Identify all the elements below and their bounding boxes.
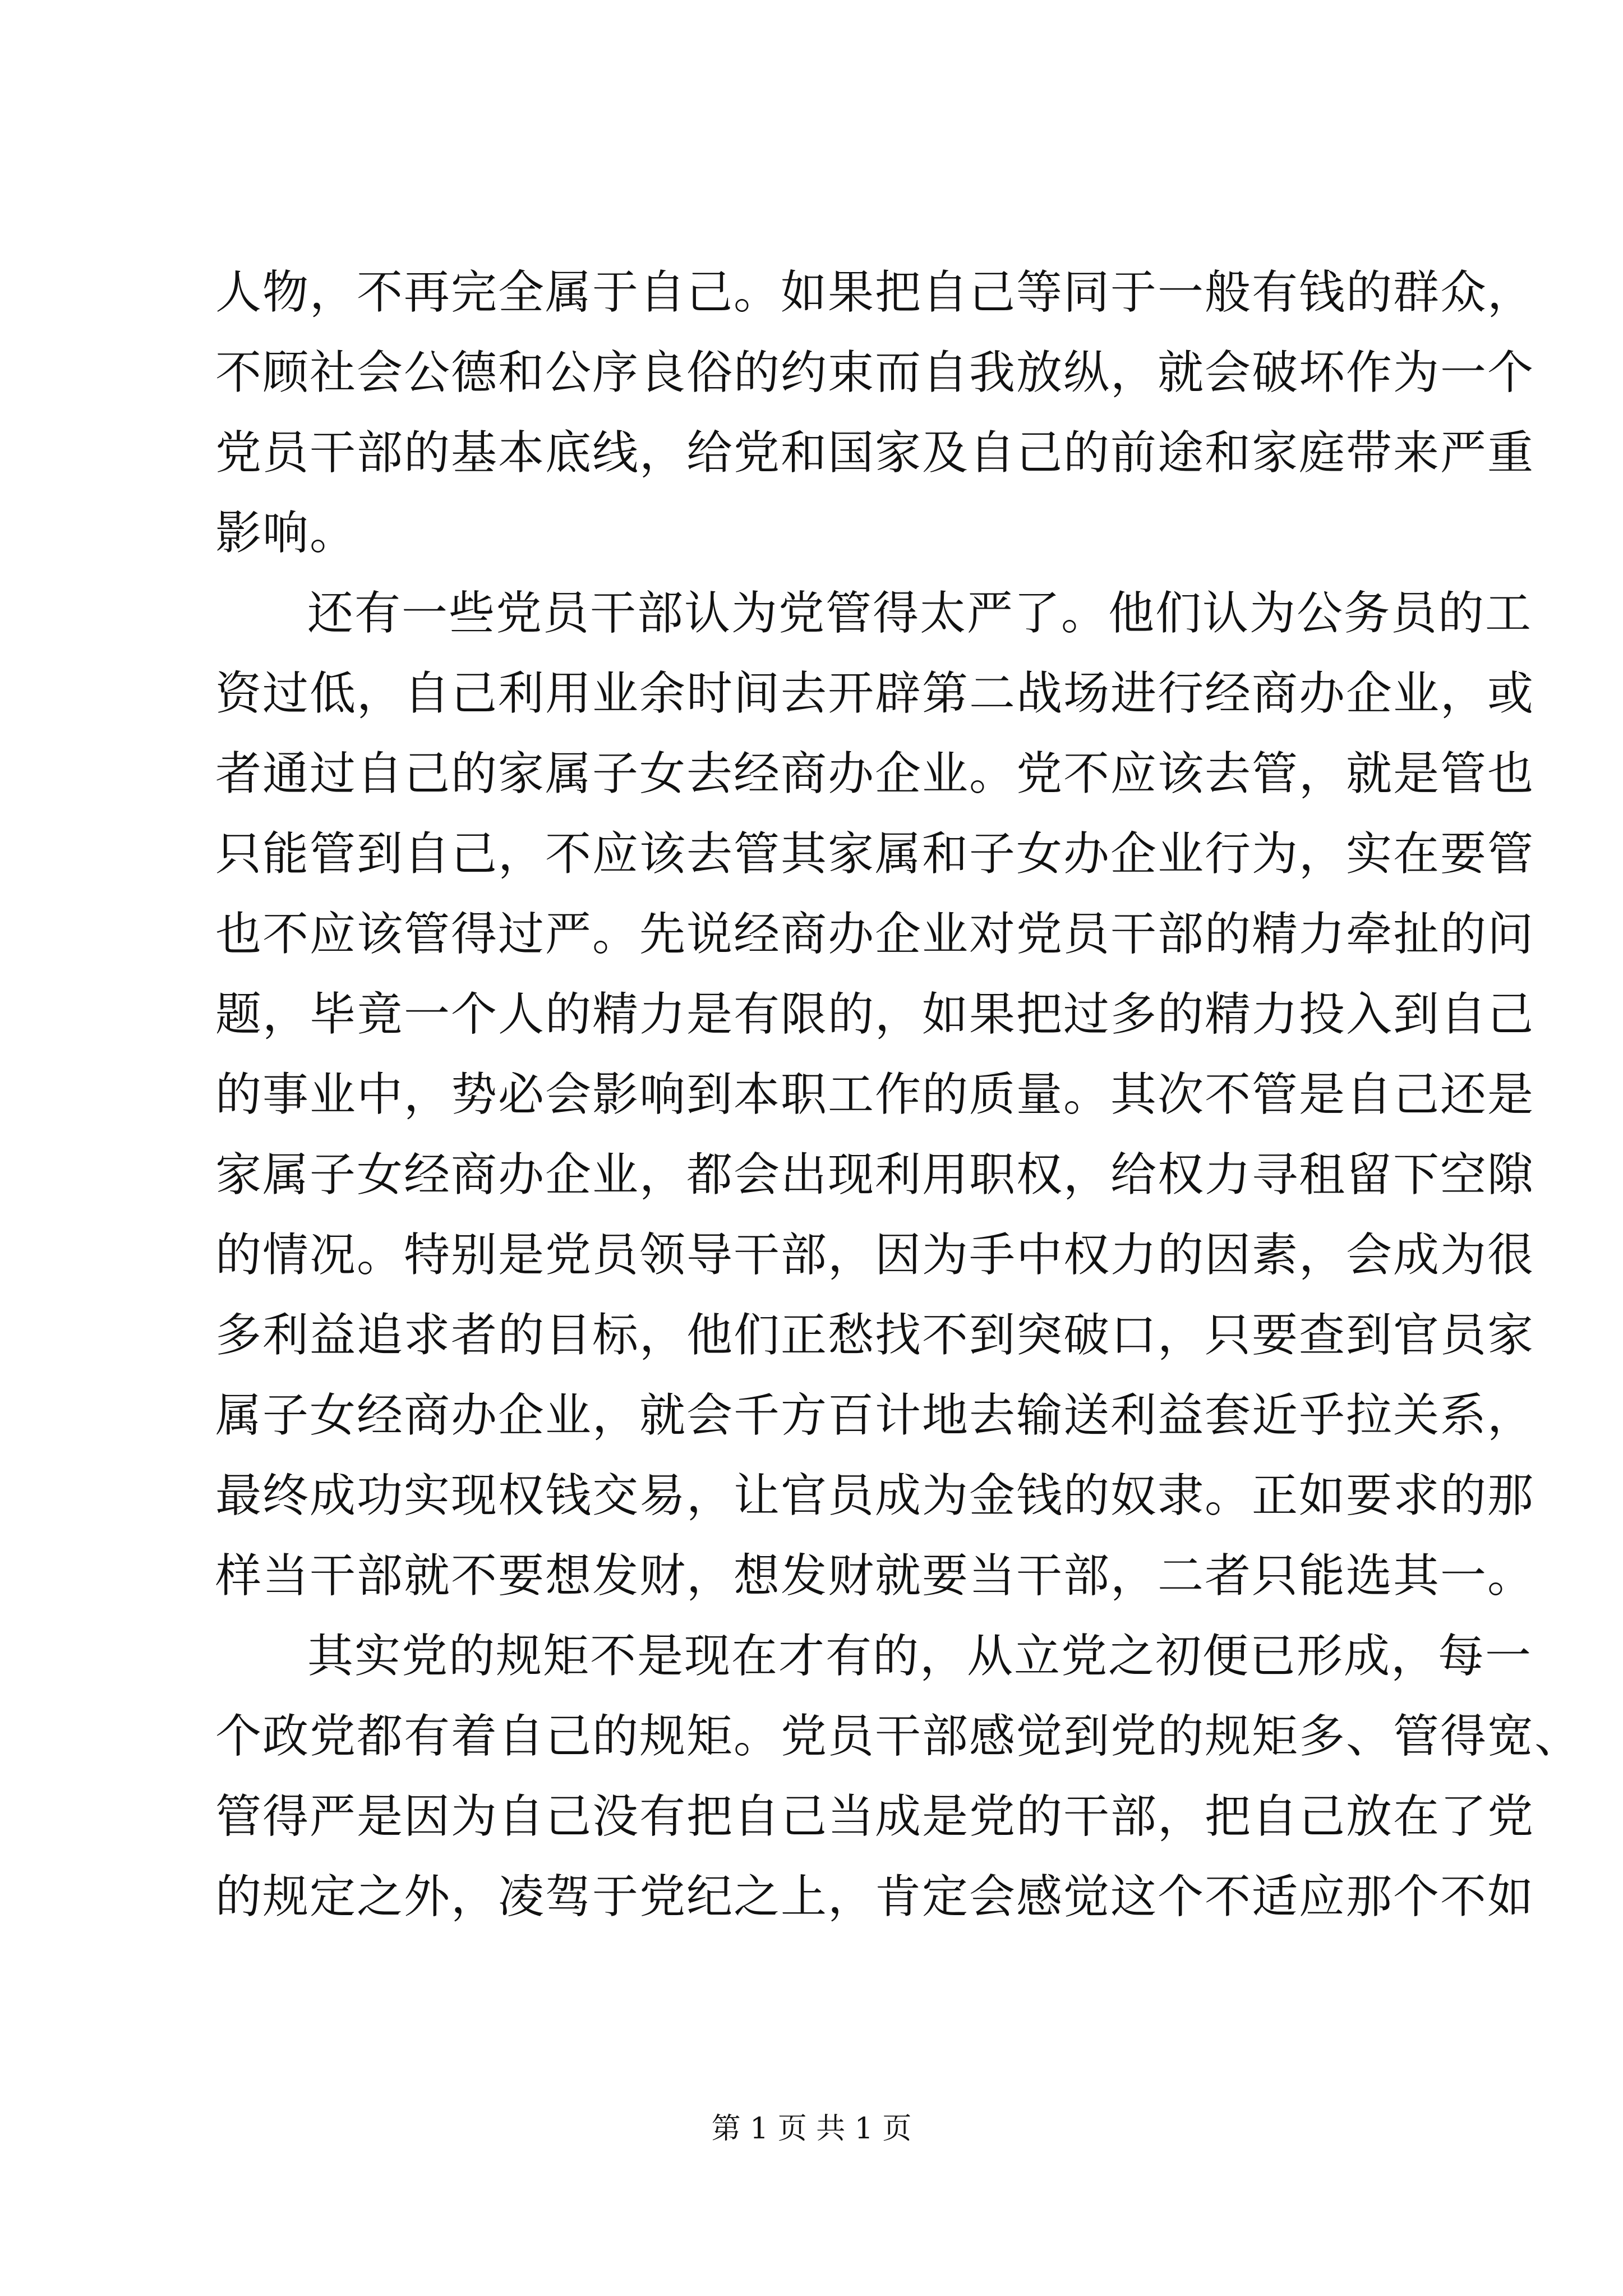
paragraph-2-line-12: 最终成功实现权钱交易，让官员成为金钱的奴隶。正如要求的那	[215, 1469, 1535, 1522]
paragraph-3-line-3: 管得严是因为自己没有把自己当成是党的干部，把自己放在了党	[215, 1790, 1535, 1843]
paragraph-3-line-2: 个政党都有着自己的规矩。党员干部感觉到党的规矩多、管得宽、	[215, 1710, 1582, 1763]
paragraph-2-line-5: 也不应该管得过严。先说经商办企业对党员干部的精力牵扯的问	[215, 908, 1535, 961]
paragraph-2-line-7: 的事业中，势必会影响到本职工作的质量。其次不管是自己还是	[215, 1068, 1535, 1121]
paragraph-2-line-2: 资过低，自己利用业余时间去开辟第二战场进行经商办企业，或	[215, 667, 1535, 720]
paragraph-1-line-2: 不顾社会公德和公序良俗的约束而自我放纵，就会破坏作为一个	[215, 346, 1535, 399]
paragraph-2-line-13: 样当干部就不要想发财，想发财就要当干部，二者只能选其一。	[215, 1549, 1535, 1603]
paragraph-3-line-1: 其实党的规矩不是现在才有的，从立党之初便已形成，每一	[307, 1630, 1533, 1683]
paragraph-3-line-4: 的规定之外，凌驾于党纪之上，肯定会感觉这个不适应那个不如	[215, 1870, 1535, 1924]
paragraph-2-line-9: 的情况。特别是党员领导干部，因为手中权力的因素，会成为很	[215, 1228, 1535, 1282]
paragraph-2-line-4: 只能管到自己，不应该去管其家属和子女办企业行为，实在要管	[215, 827, 1535, 881]
paragraph-2-line-10: 多利益追求者的目标，他们正愁找不到突破口，只要查到官员家	[215, 1309, 1535, 1362]
page-footer: 第 1 页 共 1 页	[711, 2112, 912, 2146]
paragraph-2-line-11: 属子女经商办企业，就会千方百计地去输送利益套近乎拉关系，	[215, 1389, 1535, 1442]
paragraph-1-line-1: 人物，不再完全属于自己。如果把自己等同于一般有钱的群众，	[215, 266, 1535, 319]
paragraph-2-line-3: 者通过自己的家属子女去经商办企业。党不应该去管，就是管也	[215, 747, 1535, 800]
paragraph-1-line-3: 党员干部的基本底线，给党和国家及自己的前途和家庭带来严重	[215, 426, 1535, 480]
paragraph-2-line-1: 还有一些党员干部认为党管得太严了。他们认为公务员的工	[307, 587, 1533, 640]
paragraph-2-line-8: 家属子女经商办企业，都会出现利用职权，给权力寻租留下空隙	[215, 1148, 1535, 1202]
paragraph-1-line-4: 影响。	[215, 507, 357, 560]
paragraph-2-line-6: 题，毕竟一个人的精力是有限的，如果把过多的精力投入到自己	[215, 988, 1535, 1041]
document-body	[215, 252, 1582, 1937]
